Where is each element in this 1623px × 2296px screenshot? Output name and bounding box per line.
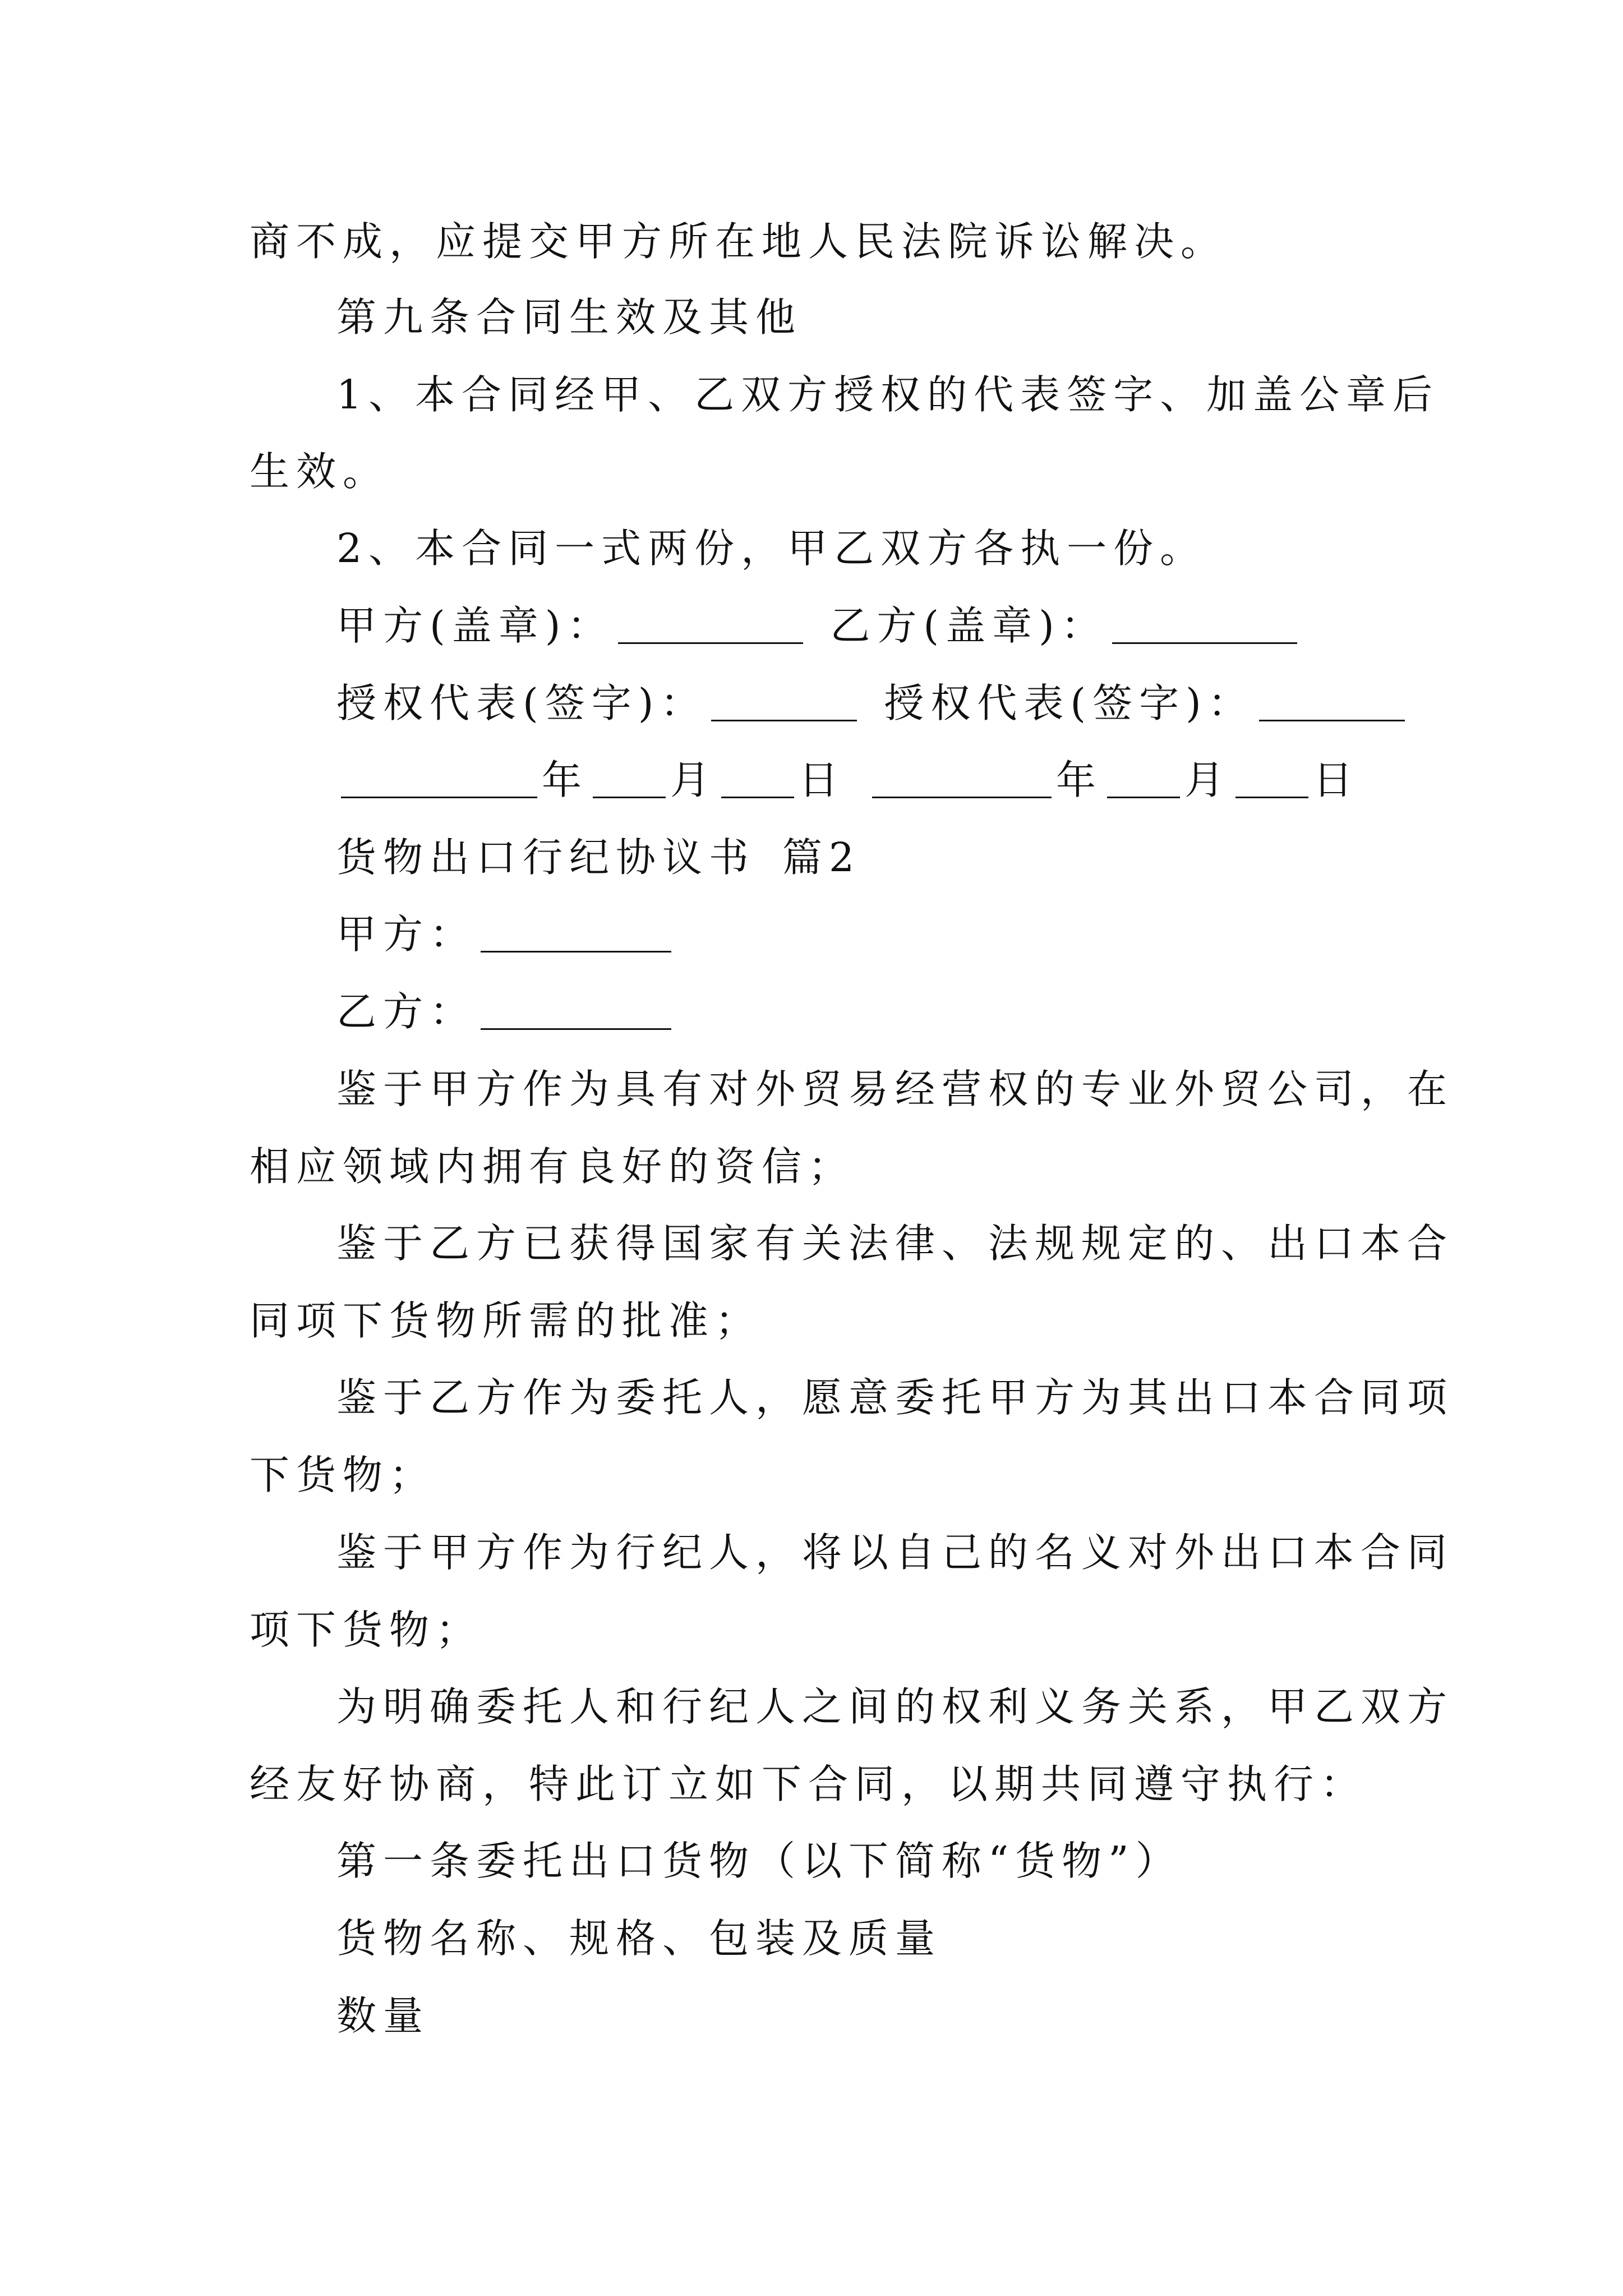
text-line: 数量 — [336, 1993, 430, 2039]
party-a-line — [336, 911, 1388, 959]
text-line: 商不成，应提交甲方所在地人民法院诉讼解决。 — [250, 218, 1228, 265]
party-a-blank — [481, 917, 671, 953]
text-line: 2、本合同一式两份，甲乙双方各执一份。 — [336, 525, 1207, 572]
day-blank — [1235, 763, 1308, 798]
party-b-label: 乙方： — [336, 988, 477, 1035]
party-b-line — [336, 988, 1388, 1037]
text-line: 相应领域内拥有良好的资信； — [250, 1143, 855, 1190]
year-label: 年 — [1056, 757, 1103, 803]
text-line: 经友好协商，特此订立如下合同，以期共同遵守执行： — [250, 1761, 1367, 1807]
text-line: 下货物； — [250, 1452, 436, 1498]
month-label: 月 — [1184, 757, 1232, 803]
section-title-text: 货物出口行纪协议书 — [336, 834, 756, 881]
date-line — [336, 757, 1388, 805]
month-blank — [593, 763, 666, 798]
text-line: 货物名称、规格、包装及质量 — [336, 1915, 942, 1962]
party-a-seal-label: 甲方(盖章)： — [336, 602, 614, 649]
party-a-label: 甲方： — [336, 911, 477, 958]
party-a-representative-label: 授权代表(签字)： — [336, 680, 707, 726]
signature-line-representative — [336, 680, 1388, 728]
party-a-representative-blank — [711, 686, 857, 721]
signature-line-seal — [336, 602, 1388, 651]
party-b-blank — [481, 995, 671, 1030]
month-blank — [1107, 763, 1180, 798]
clause-heading: 第一条委托出口货物（以下简称“货物”） — [336, 1838, 1182, 1884]
text-line: 鉴于乙方作为委托人，愿意委托甲方为其出口本合同项 — [336, 1374, 1454, 1421]
text-line: 生效。 — [250, 448, 390, 495]
year-blank — [341, 763, 537, 798]
text-line: 鉴于甲方作为具有对外贸易经营权的专业外贸公司，在 — [336, 1066, 1454, 1112]
month-label: 月 — [670, 757, 717, 803]
text-line: 项下货物； — [250, 1607, 483, 1653]
day-label: 日 — [1313, 757, 1360, 803]
text-line: 同项下货物所需的批准； — [250, 1297, 762, 1344]
text-line: 鉴于甲方作为行纪人，将以自己的名义对外出口本合同 — [336, 1529, 1454, 1576]
text-line: 鉴于乙方已获得国家有关法律、法规规定的、出口本合 — [336, 1220, 1454, 1267]
party-b-representative-blank — [1259, 686, 1405, 721]
text-line: 为明确委托人和行纪人之间的权利义务关系，甲乙双方 — [336, 1683, 1454, 1730]
year-label: 年 — [542, 757, 589, 803]
clause-heading: 第九条合同生效及其他 — [336, 294, 803, 341]
section-title — [336, 834, 1388, 882]
day-blank — [721, 763, 794, 798]
party-b-seal-blank — [1112, 609, 1297, 644]
year-blank — [872, 763, 1052, 798]
text-line: 1、本合同经甲、乙双方授权的代表签字、加盖公章后 — [336, 371, 1440, 418]
party-a-seal-blank — [618, 609, 803, 644]
section-number: 篇2 — [782, 834, 861, 881]
party-b-representative-label: 授权代表(签字)： — [884, 680, 1255, 726]
day-label: 日 — [799, 757, 846, 803]
party-b-seal-label: 乙方(盖章)： — [830, 602, 1108, 649]
